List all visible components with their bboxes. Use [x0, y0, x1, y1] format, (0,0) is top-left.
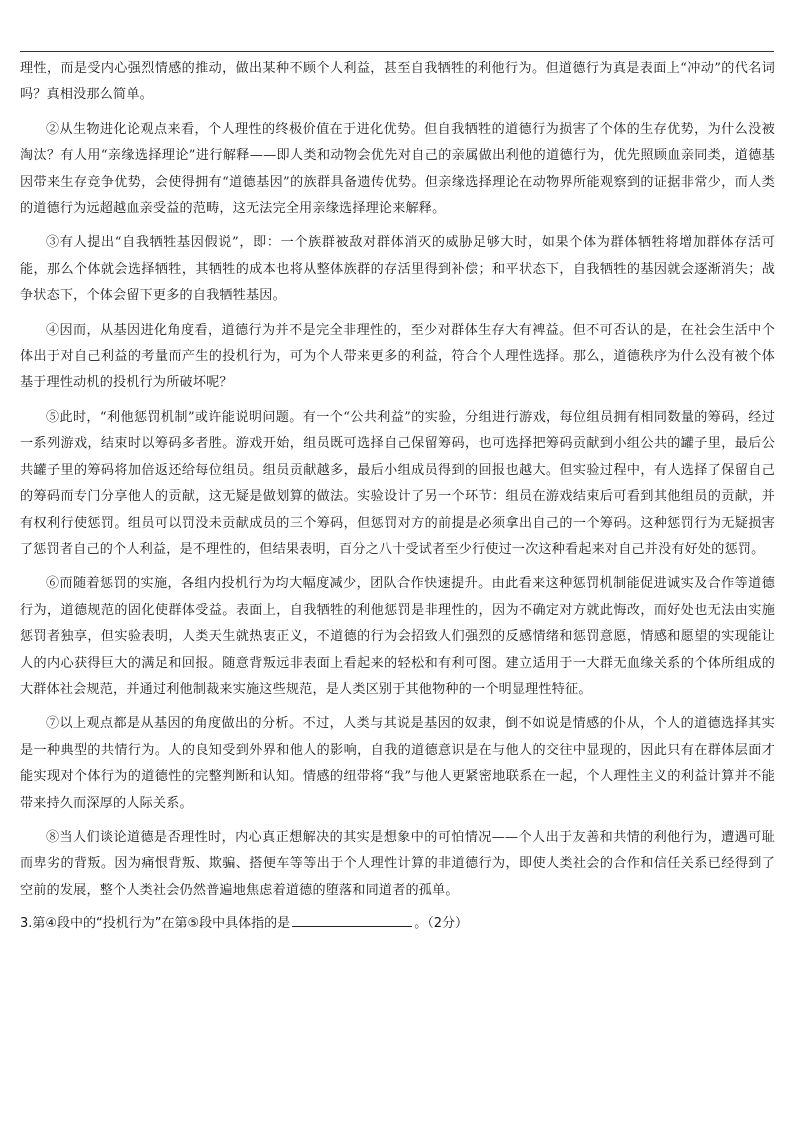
- paragraph-3: ③有人提出“自我牺牲基因假说”，即：一个族群被敌对群体消灭的威胁足够大时，如果个体为群体牺牲将增加群体存活可能，那么个体就会选择牺牲，其牺牲的成本也将从整体族群的存活里得到补偿；和平状态下，自我牺牲的基因就会逐渐消失；战争状态下，个体会留下更多的自我牺牲基因。: [20, 235, 775, 304]
- paragraph-7: ⑦以上观点都是从基因的角度做出的分析。不过，人类与其说是基因的奴隶，倒不如说是情感的仆从，个人的道德选择其实是一种典型的共情行为。人的良知受到外界和他人的影响，自我的道德意识是在与他人的交往中显现的，因此只有在群体层面才能实现对个体行为的道德性的完整判断和认知。情感的纽带将“我”与他人更紧密地联系在一起，个人理性主义的利益计算并不能带来持久而深厚的人际关系。: [20, 716, 775, 811]
- paragraph-2: ②从生物进化论观点来看，个人理性的终极价值在于进化优势。但自我牺牲的道德行为损害了个体的生存优势，为什么没被淘汰？有人用“亲缘选择理论”进行解释——即人类和动物会优先对自己的亲属做出利他的道德行为，优先照顾血亲同类，道德基因带来生存竞争优势，会使得拥有“道德基因”的族群具备遗传优势。但亲缘选择理论在动物界所能观察到的证据非常少，而人类的道德行为远超越血亲受益的范畴，这无法完全用亲缘选择理论来解释。: [20, 121, 775, 217]
- article-body: [20, 56, 775, 936]
- answer-blank[interactable]: [292, 912, 412, 927]
- paragraph-5: ⑤此时，“利他惩罚机制”或许能说明问题。有一个“公共利益”的实验，分组进行游戏，每位组员拥有相同数量的筹码，经过一系列游戏，结束时以筹码多者胜。游戏开始，组员既可选择自己保留筹码，也可选择把筹码贡献到小组公共的罐子里，最后公共罐子里的筹码将加倍返还给每位组员。组员贡献越多，最后小组成员得到的回报也越大。但实验过程中，有人选择了保留自己的筹码而专门分享他人的贡献，这无疑是做划算的做法。实验设计了另一个环节：组员在游戏结束后可看到其他组员的贡献，并有权利行使惩罚。组员可以罚没未贡献成员的三个筹码，但惩罚对方的前提是必须拿出自己的一个筹码。这种惩罚行为无疑损害了惩罚者自己的个人利益，是不理性的，但结果表明，百分之八十受试者至少行使过一次这种看起来对自己并没有好处的惩罚。: [20, 409, 775, 557]
- question-suffix: 。（2分）: [414, 916, 468, 932]
- paragraph-1: 理性，而是受内心强烈情感的推动，做出某种不顾个人利益，甚至自我牺牲的利他行为。但道德行为真是表面上“冲动”的代名词吗？真相没那么简单。: [20, 61, 775, 103]
- question-prefix: 3.第④段中的“投机行为”在第⑤段中具体指的是: [20, 916, 291, 932]
- paragraph-6: ⑥而随着惩罚的实施，各组内投机行为均大幅度减少，团队合作快速提升。由此看来这种惩罚机制能促进诚实及合作等道德行为，道德规范的固化使群体受益。表面上，自我牺牲的利他惩罚是非理性的，因为不确定对方就此悔改，而好处也无法由实施惩罚者独享，但实验表明，人类天生就热衷正义，不道德的行为会招致人们强烈的反感情绪和惩罚意愿，情感和愿望的实现能让人的内心获得巨大的满足和回报。随意背叛远非表面上看起来的轻松和有利可图。建立适用于一大群无血缘关系的个体所组成的大群体社会规范，并通过利他制裁来实施这些规范，是人类区别于其他物种的一个明显理性特征。: [20, 576, 775, 697]
- paragraph-8: ⑧当人们谈论道德是否理性时，内心真正想解决的其实是想象中的可怕情况——个人出于友善和共情的利他行为，遭遇可耻而卑劣的背叛。因为痛恨背叛、欺骗、搭便车等等出于个人理性计算的非道德行为，即使人类社会的合作和信任关系已经得到了空前的发展，整个人类社会仍然普遍地焦虑着道德的堕落和同道者的孤单。: [20, 829, 775, 898]
- header-rule: [20, 51, 774, 52]
- paragraph-4: ④因而，从基因进化角度看，道德行为并不是完全非理性的，至少对群体生存大有裨益。但不可否认的是，在社会生活中个体出于对自己利益的考量而产生的投机行为，可为个人带来更多的利益，符合个人理性选择。那么，道德秩序为什么没有被个体基于理性动机的投机行为所破坏呢？: [20, 322, 775, 391]
- question-3: [20, 912, 775, 936]
